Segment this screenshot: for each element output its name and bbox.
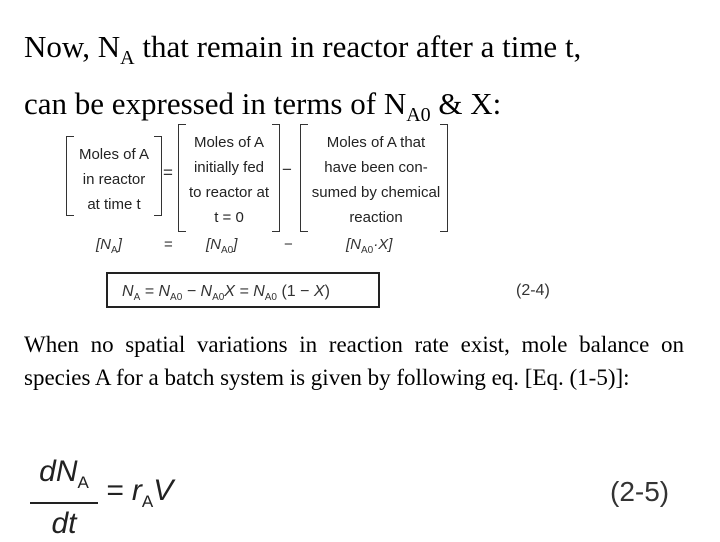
- boxed-equation-2-4: $N_A = N_{A0} - N_{A0}X = N_{A0}$ (1 − X): [106, 272, 380, 308]
- symbol-minus: −: [284, 236, 293, 253]
- term1-text: Moles of A in reactor at time t: [78, 146, 150, 213]
- heading-line-2: can be expressed in terms of $N_{A0}$ & X:: [24, 86, 502, 126]
- symbol-equals: =: [164, 236, 173, 253]
- term2-text: Moles of A initially fed to reactor at t = 0: [188, 134, 270, 226]
- equation-number-2-5: (2-5): [610, 476, 670, 507]
- term3-text: Moles of A that have been con- sumed by chemical reaction: [311, 134, 441, 226]
- term1-right-bracket: [154, 136, 162, 216]
- term2-right-bracket: [272, 124, 280, 232]
- fraction-bar: [30, 502, 98, 504]
- slide-heading: [24, 24, 704, 138]
- minus-sign: −: [282, 160, 292, 179]
- derivative-fraction: [30, 455, 98, 542]
- equals-sign: =: [163, 163, 173, 182]
- symbol-na0x: $[N_{A0}\cdot X]$: [346, 236, 393, 256]
- symbol-na0: $[N_{A0}]$: [206, 236, 238, 256]
- equation-number-2-4: (2-4): [516, 282, 550, 299]
- term3-right-bracket: [440, 124, 448, 232]
- body-paragraph: When no spatial variations in reaction rate exist, mole balance on species A for a batch system is given by following eq. [Eq. (1-5)]:: [24, 332, 684, 390]
- fraction-denominator: dt: [51, 507, 77, 540]
- equation-rhs: = $r_AV$: [106, 474, 174, 511]
- heading-line-1: Now, $N_A$ that remain in reactor after a time t,: [24, 29, 582, 69]
- symbol-na: $[N_A]$: [96, 236, 122, 256]
- fraction-numerator: $dN_A$: [39, 455, 89, 492]
